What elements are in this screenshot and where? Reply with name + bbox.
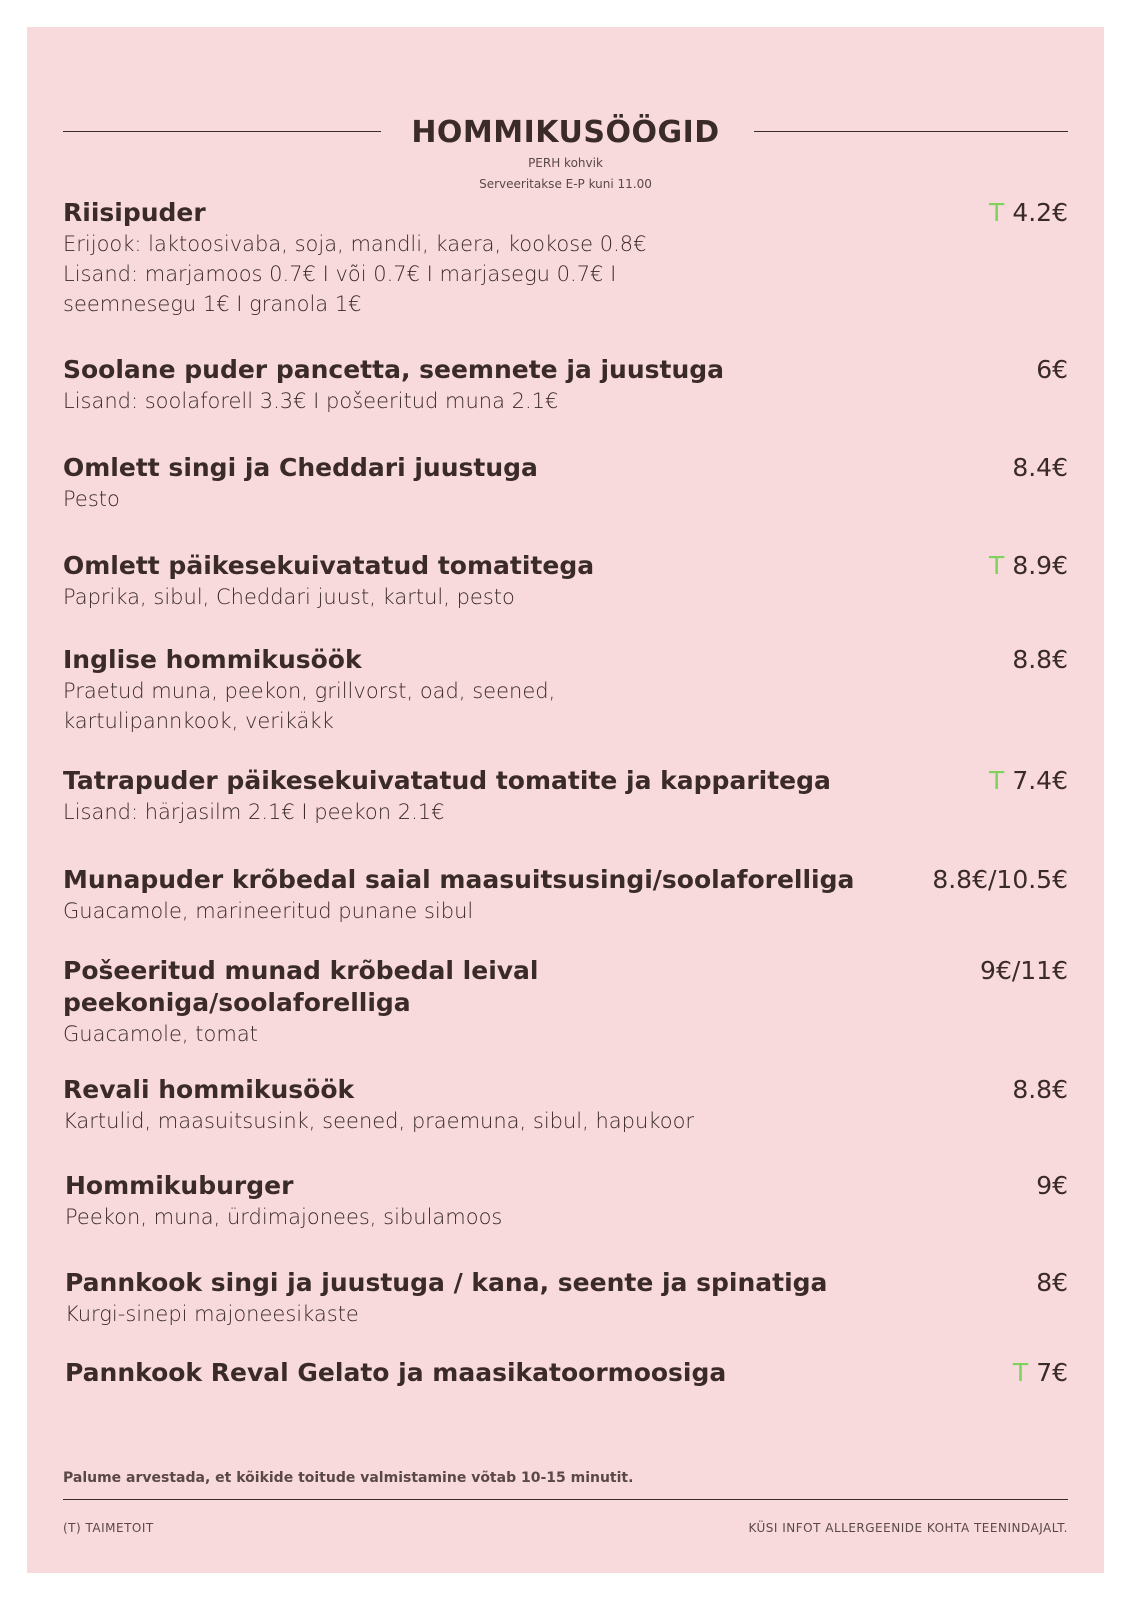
menu-item — [63, 197, 1068, 319]
item-name: Riisipuder — [63, 198, 206, 227]
preparation-note: Palume arvestada, et kõikide toitude valmistamine võtab 10-15 minutit. — [63, 1470, 634, 1486]
item-description: Pesto — [63, 487, 120, 511]
menu-card — [27, 27, 1104, 1573]
item-name: Hommikuburger — [65, 1171, 294, 1200]
price-value: 4.2€ — [1012, 198, 1068, 227]
item-description: Lisand: härjasilm 2.1€ I peekon 2.1€ — [63, 800, 445, 824]
price-value: 8.9€ — [1012, 551, 1068, 580]
item-name: Munapuder krõbedal saial maasuitsusingi/soolaforelliga — [63, 865, 855, 894]
footer-divider — [63, 1499, 1068, 1500]
item-name: Soolane puder pancetta, seemnete ja juustuga — [63, 355, 725, 384]
item-description: Peekon, muna, ürdimajonees, sibulamoos — [65, 1205, 503, 1229]
vegetarian-tag: T — [989, 551, 1005, 580]
menu-item — [65, 1267, 1068, 1329]
item-name: Pannkook singi ja juustuga / kana, seente ja spinatiga — [65, 1268, 828, 1297]
item-description: Kartulid, maasuitsusink, seened, praemuna, sibul, hapukoor — [63, 1109, 695, 1133]
price-value: 8€ — [1036, 1268, 1068, 1297]
vegetarian-tag: T — [989, 766, 1005, 795]
allergen-note: KÜSI INFOT ALLERGEENIDE KOHTA TEENINDAJALT. — [748, 1521, 1068, 1535]
item-description: Paprika, sibul, Cheddari juust, kartul, pesto — [63, 585, 515, 609]
item-name: Omlett päikesekuivatatud tomatitega — [63, 551, 595, 580]
item-price — [1004, 452, 1068, 484]
vegetarian-legend: (T) TAIMETOIT — [63, 1521, 154, 1535]
price-value: 6€ — [1036, 355, 1068, 384]
serving-hours: Serveeritakse E-P kuni 11.00 — [479, 177, 652, 191]
menu-item — [63, 644, 1068, 736]
item-price — [1004, 1074, 1068, 1106]
item-price — [1028, 1170, 1068, 1202]
item-price — [924, 864, 1068, 896]
menu-header — [63, 87, 1068, 197]
menu-item — [63, 354, 1068, 416]
menu-item — [63, 452, 1068, 514]
cafe-name: PERH kohvik — [528, 156, 603, 170]
item-price — [1004, 644, 1068, 676]
item-description: Guacamole, marineeritud punane sibul — [63, 899, 474, 923]
price-value: 8.8€/10.5€ — [932, 865, 1068, 894]
item-description: Praetud muna, peekon, grillvorst, oad, seened, kartulipannkook, verikäkk — [63, 679, 556, 733]
item-description: Erijook: laktoosivaba, soja, mandli, kaera, kookose 0.8€ Lisand: marjamoos 0.7€ I või 0.7€ I marjasegu 0.7€ I seemnesegu 1€ I granola 1€ — [63, 232, 647, 316]
item-name: Pannkook Reval Gelato ja maasikatoormoosiga — [65, 1358, 727, 1387]
item-price — [989, 765, 1068, 797]
item-name: Pošeeritud munad krõbedal leival peekoniga/soolaforelliga — [63, 956, 539, 1017]
price-value: 9€/11€ — [980, 956, 1068, 985]
menu-title: HOMMIKUSÖÖGID — [411, 115, 720, 150]
price-value: 8.8€ — [1012, 645, 1068, 674]
item-description: Kurgi-sinepi majoneesikaste — [65, 1302, 359, 1326]
menu-item — [63, 955, 1068, 1049]
item-price — [1028, 1267, 1068, 1299]
item-price — [989, 550, 1068, 582]
item-price — [989, 197, 1068, 229]
menu-item — [63, 864, 1068, 926]
menu-item — [65, 1170, 1068, 1232]
menu-item — [63, 1074, 1068, 1136]
price-value: 8.4€ — [1012, 453, 1068, 482]
price-value: 7€ — [1036, 1358, 1068, 1387]
item-description: Lisand: soolaforell 3.3€ I pošeeritud muna 2.1€ — [63, 389, 559, 413]
item-name: Omlett singi ja Cheddari juustuga — [63, 453, 538, 482]
item-description: Guacamole, tomat — [63, 1022, 258, 1046]
menu-item — [63, 550, 1068, 612]
item-name: Inglise hommikusöök — [63, 645, 362, 674]
item-name: Tatrapuder päikesekuivatatud tomatite ja kapparitega — [63, 766, 831, 795]
price-value: 7.4€ — [1012, 766, 1068, 795]
item-price — [972, 955, 1068, 987]
item-price — [1013, 1357, 1068, 1389]
vegetarian-tag: T — [1012, 1358, 1029, 1387]
menu-item — [63, 765, 1068, 827]
menu-item — [65, 1357, 1068, 1389]
item-price — [1028, 354, 1068, 386]
price-value: 9€ — [1036, 1171, 1068, 1200]
price-value: 8.8€ — [1012, 1075, 1068, 1104]
vegetarian-tag: T — [989, 198, 1005, 227]
item-name: Revali hommikusöök — [63, 1075, 355, 1104]
